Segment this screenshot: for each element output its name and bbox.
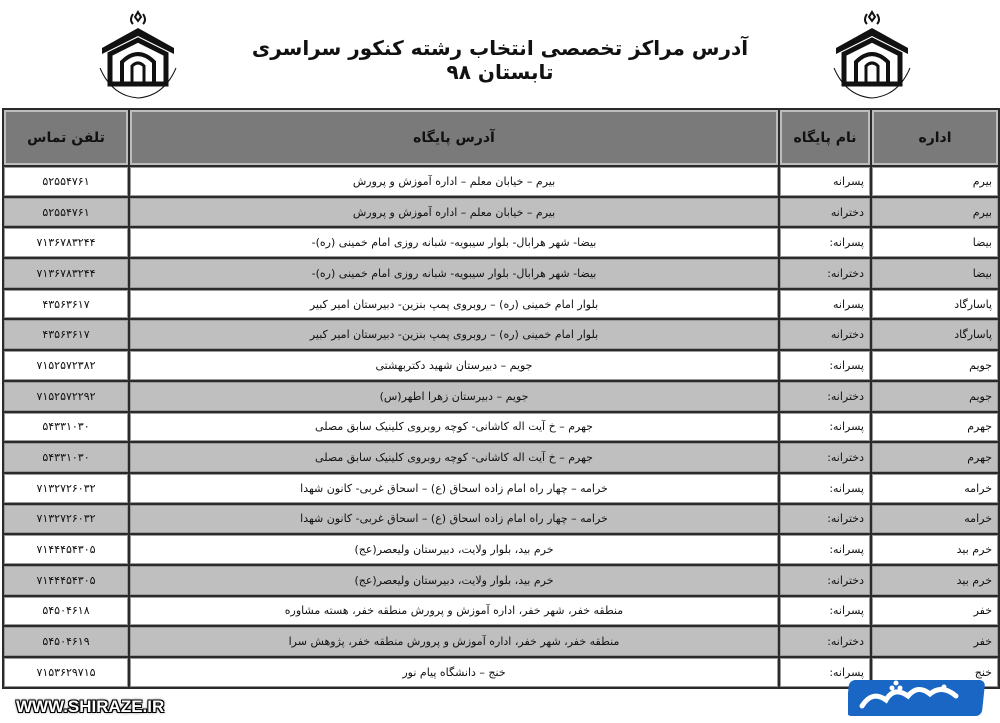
cell-office: خفر (871, 596, 999, 627)
cell-address: جویم – دبیرستان شهید دکتربهشتی (129, 350, 779, 381)
cell-phone: ۴۳۵۶۳۶۱۷ (3, 289, 129, 320)
cell-base: پسرانه: (779, 534, 871, 565)
cell-base: دخترانه: (779, 381, 871, 412)
cell-address: جهرم – خ آیت اله کاشانی- کوچه روبروی کلینیک سابق مصلی (129, 442, 779, 473)
table-row (3, 626, 999, 657)
cell-office: خنج (871, 657, 999, 688)
table-row (3, 504, 999, 535)
cell-phone: ۷۱۳۶۷۸۳۲۴۴ (3, 227, 129, 258)
table-row (3, 412, 999, 443)
cell-phone: ۷۱۵۲۵۷۲۲۹۲ (3, 381, 129, 412)
table-row (3, 596, 999, 627)
cell-base: دخترانه: (779, 442, 871, 473)
cell-base: پسرانه: (779, 412, 871, 443)
column-header-address: آدرس پایگاه (129, 109, 779, 166)
table-row (3, 473, 999, 504)
cell-address: خرم بید، بلوار ولایت، دبیرستان ولیعصر(عج) (129, 565, 779, 596)
cell-phone: ۵۴۵۰۴۶۱۹ (3, 626, 129, 657)
cell-office: پاسارگاد (871, 289, 999, 320)
cell-base: پسرانه: (779, 473, 871, 504)
cell-office: خرامه (871, 504, 999, 535)
cell-base: دخترانه: (779, 626, 871, 657)
table-row (3, 227, 999, 258)
cell-address: بیضا- شهر هرابال- بلوار سیبویه- شبانه روزی امام خمینی (ره)- (129, 227, 779, 258)
cell-phone: ۷۱۳۲۷۲۶۰۳۲ (3, 504, 129, 535)
cell-base: دخترانه: (779, 258, 871, 289)
cell-phone: ۵۴۵۰۴۶۱۸ (3, 596, 129, 627)
website-url[interactable]: WWW.SHIRAZE.IR (16, 697, 165, 716)
column-header-phone: تلفن تماس (3, 109, 129, 166)
cell-address: بیرم – خیابان معلم – اداره آموزش و پرورش (129, 197, 779, 228)
table-row (3, 258, 999, 289)
cell-address: منطقه خفر، شهر خفر، اداره آموزش و پرورش منطقه خفر، پژوهش سرا (129, 626, 779, 657)
cell-phone: ۷۱۳۲۷۲۶۰۳۲ (3, 473, 129, 504)
cell-office: پاسارگاد (871, 319, 999, 350)
cell-address: جهرم – خ آیت اله کاشانی- کوچه روبروی کلینیک سابق مصلی (129, 412, 779, 443)
cell-phone: ۷۱۵۳۶۲۹۷۱۵ (3, 657, 129, 688)
table-row (3, 197, 999, 228)
cell-phone: ۵۴۳۳۱۰۳۰ (3, 442, 129, 473)
centers-table (2, 108, 1000, 689)
cell-base: دخترانه (779, 197, 871, 228)
cell-address: بلوار امام خمینی (ره) – روبروی پمپ بنزین- دبیرستان امیر کبیر (129, 319, 779, 350)
cell-address: بیضا- شهر هرابال- بلوار سیبویه- شبانه روزی امام خمینی (ره)- (129, 258, 779, 289)
table-row (3, 442, 999, 473)
cell-office: خرم بید (871, 565, 999, 596)
table-row (3, 381, 999, 412)
cell-phone: ۷۱۴۴۴۵۴۳۰۵ (3, 565, 129, 596)
table-row (3, 350, 999, 381)
cell-address: خنج – دانشگاه پیام نور (129, 657, 779, 688)
cell-base: پسرانه (779, 289, 871, 320)
cell-phone: ۴۳۵۶۳۶۱۷ (3, 319, 129, 350)
cell-base: دخترانه: (779, 504, 871, 535)
cell-address: منطقه خفر، شهر خفر، اداره آموزش و پرورش منطقه خفر، هسته مشاوره (129, 596, 779, 627)
column-header-base: نام پایگاه (779, 109, 871, 166)
cell-address: خرامه – چهار راه امام زاده اسحاق (ع) – اسحاق غربی- کانون شهدا (129, 504, 779, 535)
cell-office: بیضا (871, 227, 999, 258)
cell-phone: ۵۴۳۳۱۰۳۰ (3, 412, 129, 443)
cell-office: بیضا (871, 258, 999, 289)
table-header-row (3, 109, 999, 166)
cell-address: خرامه – چهار راه امام زاده اسحاق (ع) – اسحاق غربی- کانون شهدا (129, 473, 779, 504)
cell-address: بیرم – خیابان معلم – اداره آموزش و پرورش (129, 166, 779, 197)
education-emblem-icon (92, 8, 184, 104)
cell-address: جویم – دبیرستان زهرا اطهر(س) (129, 381, 779, 412)
cell-office: جویم (871, 350, 999, 381)
cell-address: بلوار امام خمینی (ره) – روبروی پمپ بنزین- دبیرستان امیر کبیر (129, 289, 779, 320)
cell-base: پسرانه (779, 166, 871, 197)
cell-office: جویم (871, 381, 999, 412)
cell-office: بیرم (871, 197, 999, 228)
table-row (3, 166, 999, 197)
column-header-office: اداره (871, 109, 999, 166)
cell-phone: ۷۱۳۶۷۸۳۲۴۴ (3, 258, 129, 289)
table-row (3, 565, 999, 596)
table-row (3, 534, 999, 565)
cell-office: بیرم (871, 166, 999, 197)
cell-phone: ۵۲۵۵۴۷۶۱ (3, 197, 129, 228)
table-body (3, 166, 999, 688)
cell-office: جهرم (871, 442, 999, 473)
education-emblem-icon (826, 8, 918, 104)
cell-office: خفر (871, 626, 999, 657)
cell-office: خرم بید (871, 534, 999, 565)
cell-phone: ۷۱۴۴۴۵۴۳۰۵ (3, 534, 129, 565)
cell-phone: ۷۱۵۲۵۷۲۳۸۲ (3, 350, 129, 381)
cell-address: خرم بید، بلوار ولایت، دبیرستان ولیعصر(عج) (129, 534, 779, 565)
cell-base: پسرانه: (779, 227, 871, 258)
page-header (0, 0, 1000, 108)
cell-base: دخترانه (779, 319, 871, 350)
shiraze-logo (848, 674, 988, 720)
cell-base: پسرانه: (779, 350, 871, 381)
page-title: آدرس مراکز تخصصی انتخاب رشته کنکور سراسری تابستان ۹۸ (251, 36, 749, 84)
table-row (3, 319, 999, 350)
table-row (3, 289, 999, 320)
cell-base: پسرانه: (779, 596, 871, 627)
cell-office: خرامه (871, 473, 999, 504)
cell-office: جهرم (871, 412, 999, 443)
cell-base: دخترانه: (779, 565, 871, 596)
cell-phone: ۵۲۵۵۴۷۶۱ (3, 166, 129, 197)
cell-base: پسرانه: (779, 657, 871, 688)
